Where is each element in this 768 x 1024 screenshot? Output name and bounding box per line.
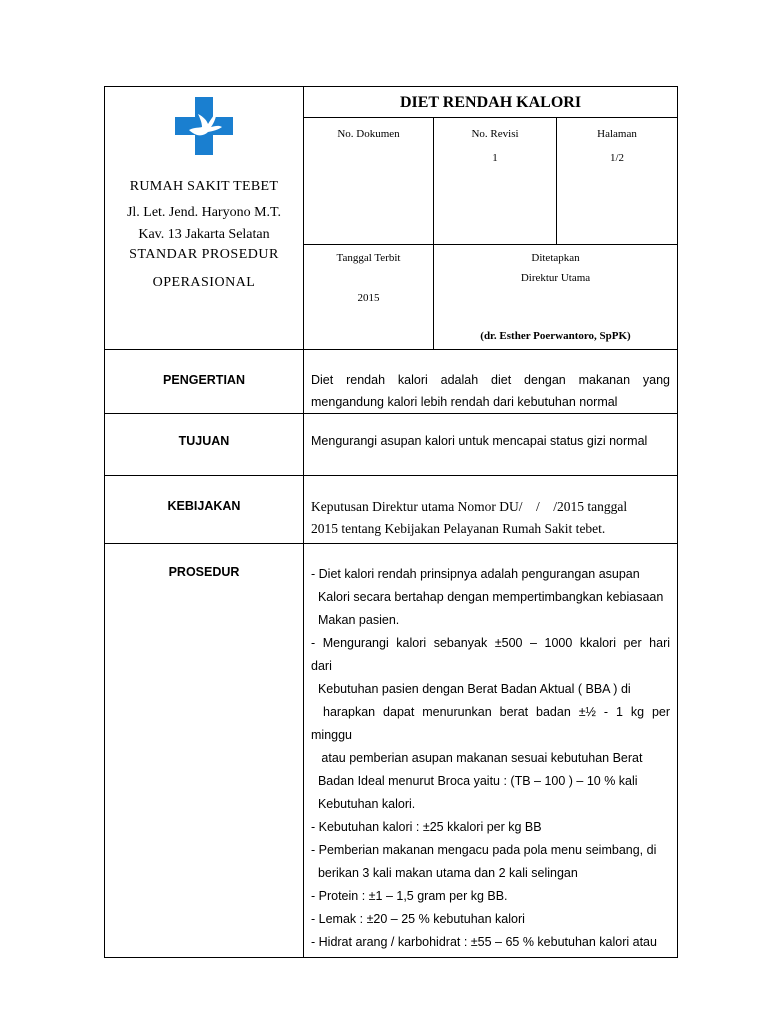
prosedur-line: Kebutuhan pasien dengan Berat Badan Aktual ( BBA ) di — [311, 682, 631, 696]
sop-title-line2: OPERASIONAL — [152, 275, 256, 290]
prosedur-line: - Protein : ±1 – 1,5 gram per kg BB. — [311, 889, 508, 903]
tanggal-terbit-cell — [304, 245, 434, 350]
tujuan-text: Mengurangi asupan kalori untuk mencapai status gizi normal — [311, 434, 648, 448]
prosedur-line: berikan 3 kali makan utama dan 2 kali selingan — [311, 866, 578, 880]
tanggal-terbit-value: 2015 — [357, 292, 380, 304]
no-revisi-value: 1 — [492, 152, 498, 164]
halaman-cell — [557, 118, 678, 245]
kebijakan-body — [304, 476, 678, 544]
prosedur-body — [304, 544, 678, 958]
prosedur-line: - Kebutuhan kalori : ±25 kkalori per kg BB — [311, 820, 542, 834]
prosedur-line: - Diet kalori rendah prinsipnya adalah pengurangan asupan — [311, 567, 640, 581]
halaman-value: 1/2 — [609, 152, 625, 164]
no-dokumen-label: No. Dokumen — [337, 128, 400, 140]
pengertian-line2: mengandung kalori lebih rendah dari kebutuhan normal — [311, 395, 618, 409]
kebijakan-line1: Keputusan Direktur utama Nomor DU/ / /2015 tanggal — [311, 499, 628, 514]
hospital-address-line1: Jl. Let. Jend. Haryono M.T. — [126, 205, 282, 220]
prosedur-line: Kalori secara bertahap dengan mempertimbangkan kebiasaan — [311, 590, 664, 604]
tujuan-label: TUJUAN — [105, 414, 304, 476]
pengertian-body — [304, 350, 678, 414]
prosedur-label: PROSEDUR — [105, 544, 304, 958]
ditetapkan-cell — [434, 245, 678, 350]
prosedur-line: Kebutuhan kalori. — [311, 797, 416, 811]
ditetapkan-label: Ditetapkan — [531, 252, 580, 264]
pengertian-line1: Diet rendah kalori adalah diet dengan makanan yang — [311, 373, 671, 387]
sop-table — [104, 86, 678, 958]
tujuan-body — [304, 414, 678, 476]
prosedur-line: Badan Ideal menurut Broca yaitu : (TB – 100 ) – 10 % kali — [311, 774, 638, 788]
signatory-name: (dr. Esther Poerwantoro, SpPK) — [480, 330, 631, 342]
prosedur-line: - Pemberian makanan mengacu pada pola menu seimbang, di — [311, 843, 657, 857]
prosedur-line: - Hidrat arang / karbohidrat : ±55 – 65 % kebutuhan kalori atau — [311, 935, 657, 949]
prosedur-line: atau pemberian asupan makanan sesuai kebutuhan Berat — [311, 751, 643, 765]
kebijakan-label: KEBIJAKAN — [105, 476, 304, 544]
prosedur-line: minggu — [311, 728, 352, 742]
no-revisi-cell — [434, 118, 557, 245]
prosedur-line: - Mengurangi kalori sebanyak ±500 – 1000 kkalori per hari — [311, 636, 671, 650]
kebijakan-line2: 2015 tentang Kebijakan Pelayanan Rumah Sakit tebet. — [311, 521, 606, 536]
prosedur-line: Makan pasien. — [311, 613, 400, 627]
hospital-header-cell — [105, 87, 304, 350]
hospital-address-line2: Kav. 13 Jakarta Selatan — [138, 227, 270, 242]
tanggal-terbit-label: Tanggal Terbit — [336, 252, 401, 264]
prosedur-line: dari — [311, 659, 332, 673]
prosedur-line: harapkan dapat menurunkan berat badan ±½ - 1 kg per — [323, 705, 671, 719]
no-revisi-label: No. Revisi — [471, 128, 519, 140]
document-title: DIET RENDAH KALORI — [304, 87, 678, 118]
hospital-cross-dove-icon — [175, 97, 233, 155]
ditetapkan-role: Direktur Utama — [520, 272, 591, 284]
sop-title-line1: STANDAR PROSEDUR — [129, 247, 279, 262]
halaman-label: Halaman — [597, 128, 637, 140]
hospital-name: RUMAH SAKIT TEBET — [129, 179, 279, 194]
no-dokumen-cell — [304, 118, 434, 245]
prosedur-line: - Lemak : ±20 – 25 % kebutuhan kalori — [311, 912, 525, 926]
pengertian-label: PENGERTIAN — [105, 350, 304, 414]
